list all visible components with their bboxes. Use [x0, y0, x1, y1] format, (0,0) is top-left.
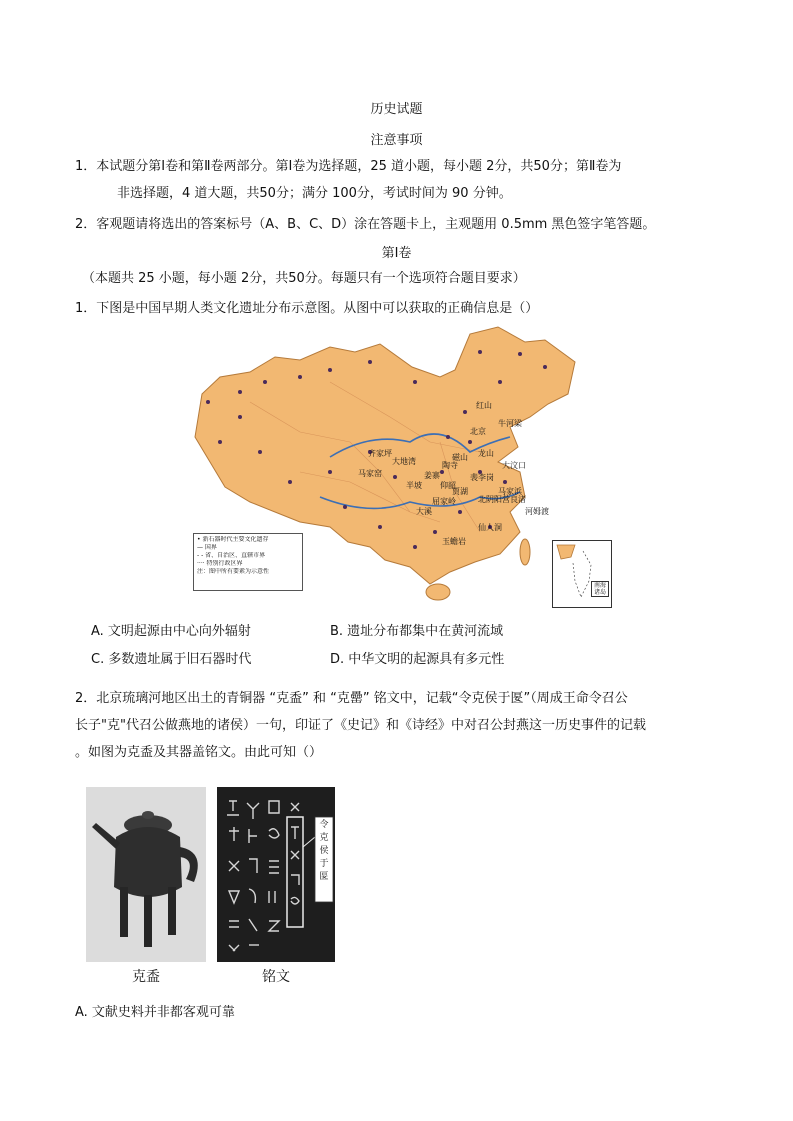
notice-item-1: 1．本试题分第Ⅰ卷和第Ⅱ卷两部分。第Ⅰ卷为选择题，25 道小题，每小题 2分，共50分；第Ⅱ卷为 — [75, 159, 622, 174]
site-label: 玉蟾岩 — [442, 537, 466, 546]
notice-item-2: 2．客观题请将选出的答案标号（A、B、C、D）涂在答题卡上，主观题用 0.5mm 黑色签字笔答题。 — [75, 217, 656, 232]
legend-item: — 国界 — [197, 544, 217, 551]
site-label: 马家浜 — [498, 487, 522, 496]
q1-option-b[interactable]: B. 遗址分布都集中在黄河流域 — [330, 624, 504, 639]
site-label: 大地湾 — [392, 457, 416, 466]
site-label: 良渚 — [510, 495, 526, 504]
site-label: 屈家岭 — [432, 497, 456, 506]
question-2-stem-line2: 长子"克"代召公做燕地的诸侯）一句，印证了《史记》和《诗经》中对召公封燕这一历史事件的记载 — [75, 718, 646, 733]
inscription-rubbing — [217, 787, 335, 962]
page-title: 历史试题 — [370, 102, 423, 117]
notice-item-1-cont: 非选择题，4 道大题，共50分；满分 100分，考试时间为 90 分钟。 — [117, 186, 512, 201]
site-label: 马家窑 — [358, 469, 382, 478]
site-label: 大汶口 — [502, 461, 526, 470]
site-label: 红山 — [476, 401, 492, 410]
legend-item: - - 省、自治区、直辖市界 — [197, 552, 266, 559]
site-label: 河姆渡 — [525, 507, 549, 516]
section-title: 第Ⅰ卷 — [381, 246, 412, 261]
site-label: 裴李岗 — [470, 473, 494, 482]
question-2-stem-line3: 。如图为克盉及其器盖铭文。由此可知（） — [75, 745, 323, 760]
bronze-he-image — [86, 787, 206, 962]
question-2-stem-line1: 2．北京琉璃河地区出土的青铜器 “克盉” 和 “克罍” 铭文中，记载“令克侯于匽”（周成王命令召公 — [75, 691, 628, 706]
inset-map — [553, 541, 611, 607]
site-label: 贾湖 — [452, 487, 468, 496]
q2-option-a[interactable]: A. 文献史料并非都客观可靠 — [75, 1005, 235, 1020]
bronze-he-photo — [86, 787, 206, 962]
legend-item: • 新石器时代主要文化遗存 — [197, 536, 269, 543]
legend-item: 注：图中所有要素为示意性 — [197, 568, 270, 575]
inscription-callout: 令克侯于匽 — [319, 820, 329, 882]
site-label: 牛河梁 — [498, 419, 522, 428]
map-legend — [193, 533, 303, 591]
section-description: （本题共 25 小题，每小题 2分，共50分。每题只有一个选项符合题目要求） — [82, 271, 526, 286]
question-1-stem: 1．下图是中国早期人类文化遗址分布示意图。从图中可以获取的正确信息是（） — [75, 301, 539, 316]
site-label: 仰韶 — [440, 481, 456, 490]
south-china-sea-inset — [552, 540, 612, 608]
notice-title: 注意事项 — [370, 133, 423, 148]
legend-item: ···· 特别行政区界 — [197, 560, 243, 567]
caption-inscription: 铭文 — [262, 969, 290, 985]
caption-he: 克盉 — [132, 969, 160, 985]
inset-label: 南海诸岛 — [591, 581, 609, 597]
site-label: 大溪 — [416, 507, 432, 516]
site-label: 龙山 — [478, 449, 494, 458]
q1-option-d[interactable]: D. 中华文明的起源具有多元性 — [330, 652, 505, 667]
site-label: 北京 — [470, 427, 486, 436]
site-label: 姜寨 — [424, 471, 440, 480]
site-label: 北阴阳营 — [478, 495, 510, 504]
q1-option-a[interactable]: A. 文明起源由中心向外辐射 — [91, 624, 251, 639]
site-label: 陶寺 — [442, 461, 458, 470]
site-label: 仙人洞 — [478, 523, 502, 532]
q1-option-c[interactable]: C. 多数遗址属于旧石器时代 — [91, 652, 252, 667]
site-label: 齐家坪 — [368, 449, 392, 458]
site-label: 半坡 — [406, 481, 422, 490]
site-label: 磁山 — [452, 453, 468, 462]
